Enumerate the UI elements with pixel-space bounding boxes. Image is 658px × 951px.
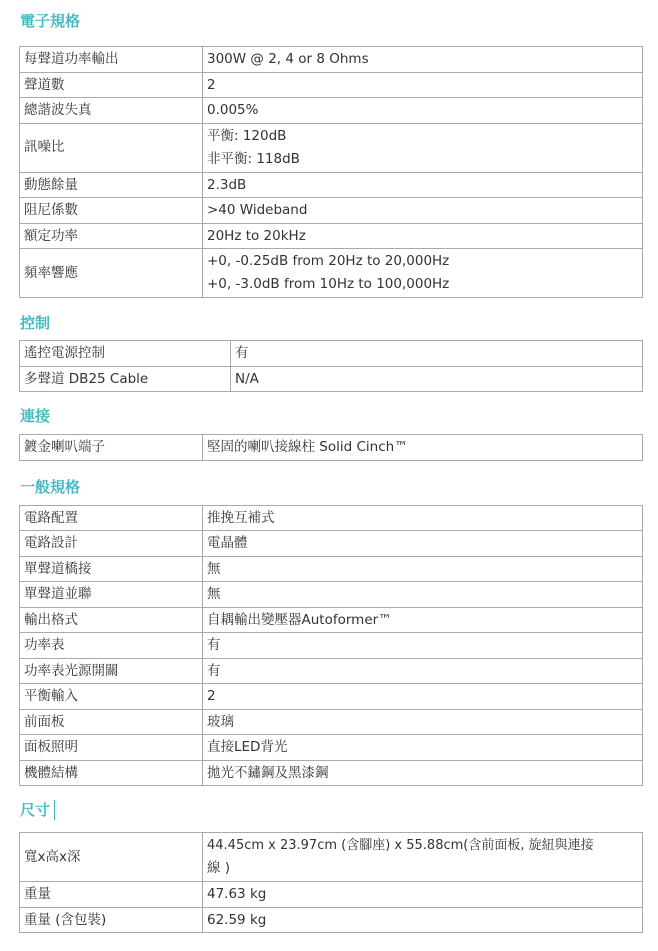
section-title-general: 一般規格 — [20, 477, 81, 496]
table-row — [20, 735, 643, 761]
table-row — [20, 531, 643, 557]
spec-value: 直接LED背光 — [203, 735, 643, 761]
controls-spec-table — [19, 340, 643, 392]
spec-label: 重量 — [20, 882, 203, 908]
spec-value: 有 — [203, 658, 643, 684]
table-row — [20, 249, 643, 298]
table-row — [20, 882, 643, 908]
spec-label: 單聲道並聯 — [20, 582, 203, 608]
spec-value: 無 — [203, 556, 643, 582]
table-row — [20, 760, 643, 786]
table-row — [20, 72, 643, 98]
spec-value: 玻璃 — [203, 709, 643, 735]
spec-value: 拋光不鏽鋼及黑漆鋼 — [203, 760, 643, 786]
spec-label: 寬x高x深 — [20, 833, 203, 882]
table-row — [20, 658, 643, 684]
spec-label: 前面板 — [20, 709, 203, 735]
spec-label: 平衡輸入 — [20, 684, 203, 710]
table-row — [20, 223, 643, 249]
general-spec-table — [19, 505, 643, 787]
spec-value-line: +0, -3.0dB from 10Hz to 100,000Hz — [207, 276, 450, 292]
spec-label: 動態餘量 — [20, 172, 203, 198]
spec-label: 機體結構 — [20, 760, 203, 786]
table-row — [20, 172, 643, 198]
spec-value: 有 — [203, 633, 643, 659]
table-row — [20, 582, 643, 608]
section-title-dimensions: 尺寸 — [19, 800, 55, 820]
spec-value — [203, 833, 643, 882]
section-title-controls: 控制 — [20, 314, 51, 332]
table-row — [20, 556, 643, 582]
spec-value: 自耦輸出變壓器Autoformer™ — [203, 607, 643, 633]
table-row — [20, 633, 643, 659]
spec-label: 阻尼係數 — [20, 198, 203, 224]
spec-label: 單聲道橋接 — [20, 556, 203, 582]
spec-label: 多聲道 DB25 Cable — [20, 366, 231, 392]
table-row — [20, 366, 643, 392]
spec-label: 聲道數 — [20, 72, 203, 98]
section-title-electronics: 電子規格 — [20, 12, 81, 30]
spec-label: 功率表 — [20, 633, 203, 659]
table-row — [20, 709, 643, 735]
spec-value: 2 — [203, 72, 643, 98]
table-row — [20, 505, 643, 531]
spec-value: 2 — [203, 684, 643, 710]
spec-label: 鍍金喇叭端子 — [20, 435, 203, 461]
dimensions-spec-table — [19, 832, 643, 933]
table-row — [20, 341, 643, 367]
table-row — [20, 907, 643, 933]
spec-label: 面板照明 — [20, 735, 203, 761]
table-row — [20, 833, 643, 882]
spec-label: 電路配置 — [20, 505, 203, 531]
spec-label: 額定功率 — [20, 223, 203, 249]
connections-spec-table — [19, 434, 643, 461]
spec-value-line: +0, -0.25dB from 20Hz to 20,000Hz — [207, 253, 450, 269]
spec-value: 20Hz to 20kHz — [203, 223, 643, 249]
spec-value-line: 44.45cm x 23.97cm (含腳座) x 55.88cm(含前面板, 旋紐與連接 — [207, 838, 594, 853]
spec-value: 無 — [203, 582, 643, 608]
spec-label: 電路設計 — [20, 531, 203, 557]
spec-label: 輸出格式 — [20, 607, 203, 633]
spec-value — [203, 249, 643, 298]
spec-value: 電晶體 — [203, 531, 643, 557]
spec-label: 重量 (含包裝) — [20, 907, 203, 933]
spec-label: 訊噪比 — [20, 123, 203, 172]
spec-value: 47.63 kg — [203, 882, 643, 908]
spec-value: 300W @ 2, 4 or 8 Ohms — [203, 47, 643, 73]
spec-value: 2.3dB — [203, 172, 643, 198]
table-row — [20, 47, 643, 73]
table-row — [20, 98, 643, 124]
spec-label: 功率表光源開關 — [20, 658, 203, 684]
table-row — [20, 435, 643, 461]
spec-value-line: 非平衡: 118dB — [207, 150, 300, 167]
spec-label: 頻率響應 — [20, 249, 203, 298]
spec-value: 有 — [231, 341, 643, 367]
spec-value-line: 平衡: 120dB — [207, 127, 287, 144]
table-row — [20, 198, 643, 224]
spec-value: >40 Wideband — [203, 198, 643, 224]
section-title-connections: 連接 — [20, 407, 51, 425]
spec-label: 遙控電源控制 — [20, 341, 231, 367]
spec-value: 堅固的喇叭接線柱 Solid Cinch™ — [203, 435, 643, 461]
spec-value-line: 線 ) — [207, 860, 231, 876]
spec-value: 推挽互補式 — [203, 505, 643, 531]
table-row — [20, 607, 643, 633]
spec-value: 62.59 kg — [203, 907, 643, 933]
spec-value — [203, 123, 643, 172]
table-row — [20, 123, 643, 172]
electronics-spec-table — [19, 46, 643, 298]
spec-value: N/A — [231, 366, 643, 392]
spec-value: 0.005% — [203, 98, 643, 124]
spec-label: 每聲道功率輸出 — [20, 47, 203, 73]
table-row — [20, 684, 643, 710]
spec-label: 總諧波失真 — [20, 98, 203, 124]
